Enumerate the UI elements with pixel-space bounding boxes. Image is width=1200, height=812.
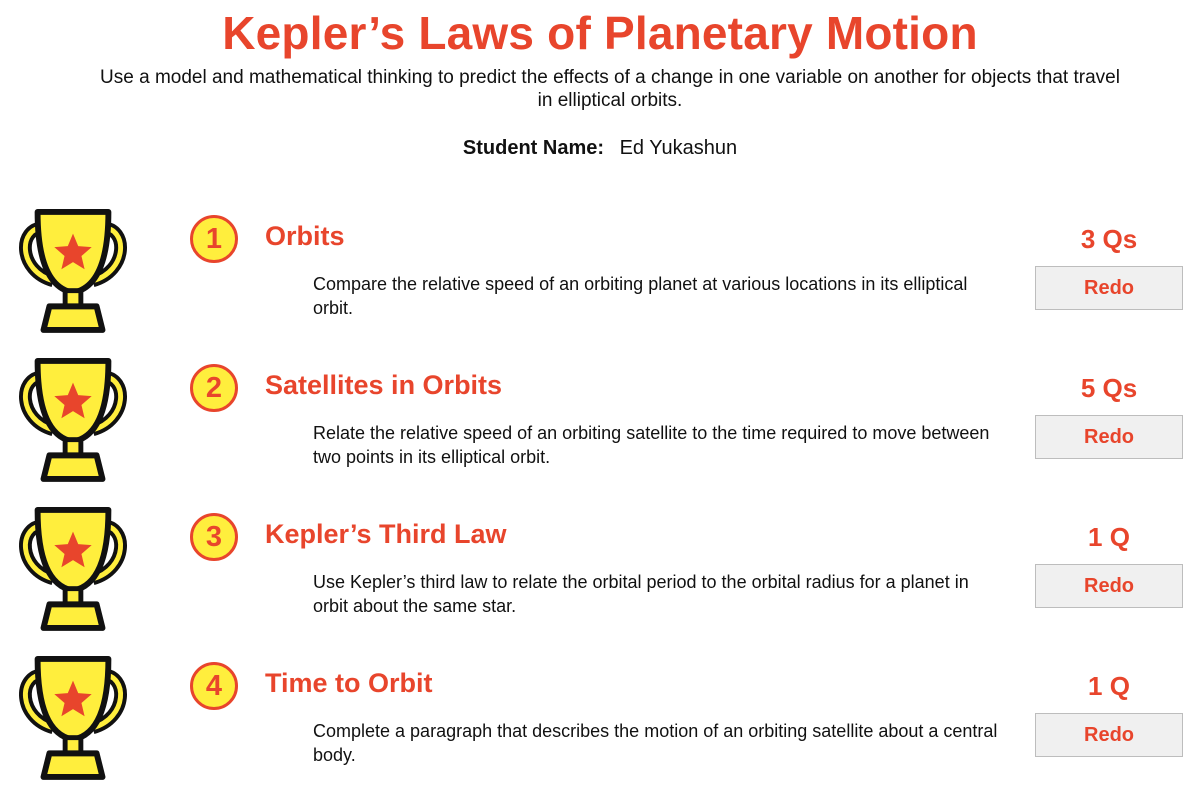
mission-title: Orbits: [265, 221, 345, 251]
mission-item-3: [0, 513, 1200, 663]
mission-number-badge: 1: [190, 215, 238, 263]
mission-number-badge: 4: [190, 662, 238, 710]
trophy-icon: [14, 203, 132, 337]
mission-description: Relate the relative speed of an orbiting satellite to the time required to move between two points in its elliptical orbit.: [313, 423, 990, 467]
page-subtitle: Use a model and mathematical thinking to predict the effects of a change in one variable on another for objects that travel in elliptical orbits.: [100, 67, 1120, 111]
student-name-row: [0, 137, 1200, 160]
trophy-icon: [14, 352, 132, 486]
mission-item-1: [0, 215, 1200, 365]
mission-number-badge: 2: [190, 364, 238, 412]
redo-button[interactable]: Redo: [1035, 415, 1183, 459]
redo-button[interactable]: Redo: [1035, 564, 1183, 608]
mission-number-badge: 3: [190, 513, 238, 561]
student-name-value: Ed Yukashun: [619, 137, 738, 159]
question-count: 3 Qs: [1080, 224, 1138, 254]
mission-title: Time to Orbit: [265, 668, 433, 698]
mission-description: Compare the relative speed of an orbiting planet at various locations in its elliptical orbit.: [313, 274, 968, 318]
redo-button[interactable]: Redo: [1035, 266, 1183, 310]
question-count: 1 Q: [1088, 671, 1130, 701]
mission-title: Satellites in Orbits: [265, 370, 503, 400]
student-name-label: Student Name:: [462, 137, 605, 159]
mission-description: Complete a paragraph that describes the motion of an orbiting satellite about a central body.: [313, 721, 998, 765]
trophy-icon: [14, 650, 132, 784]
question-count: 1 Q: [1088, 522, 1130, 552]
page-title: Kepler’s Laws of Planetary Motion: [222, 7, 978, 59]
trophy-icon: [14, 501, 132, 635]
question-count: 5 Qs: [1080, 373, 1138, 403]
mission-item-4: [0, 662, 1200, 812]
mission-description: Use Kepler’s third law to relate the orbital period to the orbital radius for a planet in orbit about the same star.: [313, 572, 969, 616]
mission-title: Kepler’s Third Law: [265, 519, 507, 549]
redo-button[interactable]: Redo: [1035, 713, 1183, 757]
mission-item-2: [0, 364, 1200, 514]
